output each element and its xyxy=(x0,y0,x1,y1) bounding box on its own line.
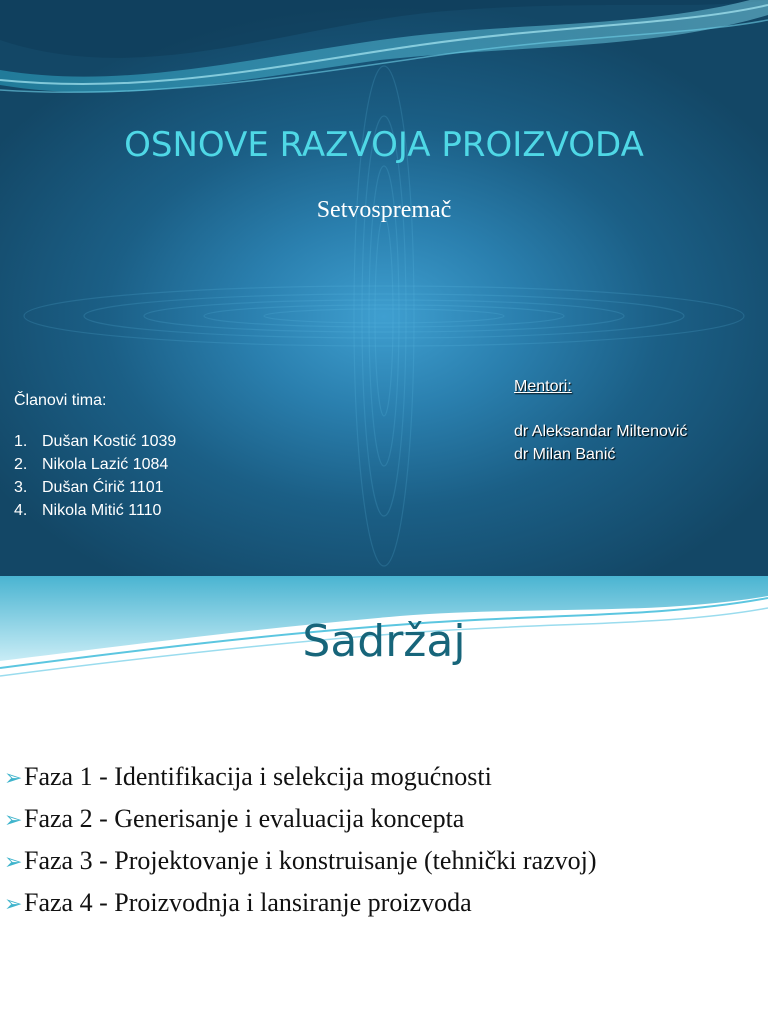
mentors xyxy=(514,378,687,466)
list-item: 3. Dušan Ćirič 1101 xyxy=(14,479,164,496)
team-members-header: Članovi tima: xyxy=(14,392,107,409)
contents-title: Sadržaj xyxy=(302,616,466,667)
mentors-header: Mentori: xyxy=(514,378,572,395)
arrow-bullet-icon: ➢ xyxy=(4,807,23,832)
list-item xyxy=(4,798,597,840)
mentor-name: dr Milan Banić xyxy=(514,446,616,463)
member-name: Nikola Mitić 1110 xyxy=(42,502,162,519)
presentation-subtitle: Setvospremač xyxy=(316,197,452,223)
list-item: 4. Nikola Mitić 1110 xyxy=(14,502,162,519)
team-members xyxy=(14,392,176,522)
mentor-name: dr Aleksandar Miltenović xyxy=(514,423,688,440)
list-item: 1. Dušan Kostić 1039 xyxy=(14,433,177,450)
contents-slide xyxy=(0,576,768,1024)
contents-list xyxy=(4,756,597,924)
presentation-title: OSNOVE RAZVOJA PROIZVODA xyxy=(124,125,644,165)
contents-item-text: Faza 1 - Identifikacija i selekcija mogućnosti xyxy=(24,762,492,791)
list-item xyxy=(4,756,597,798)
contents-item-text: Faza 2 - Generisanje i evaluacija koncepta xyxy=(24,804,465,833)
team-members-list xyxy=(14,430,176,522)
member-name: Dušan Ćirič 1101 xyxy=(42,479,164,496)
list-item: 2. Nikola Lazić 1084 xyxy=(14,456,169,473)
arrow-bullet-icon: ➢ xyxy=(4,891,23,916)
contents-item-text: Faza 3 - Projektovanje i konstruisanje (tehnički razvoj) xyxy=(24,846,597,875)
member-name: Nikola Lazić 1084 xyxy=(42,456,169,473)
arrow-bullet-icon: ➢ xyxy=(4,765,23,790)
list-item xyxy=(4,840,597,882)
arrow-bullet-icon: ➢ xyxy=(4,849,23,874)
list-item xyxy=(4,882,597,924)
contents-item-text: Faza 4 - Proizvodnja i lansiranje proizvoda xyxy=(24,888,472,917)
member-name: Dušan Kostić 1039 xyxy=(42,433,177,450)
